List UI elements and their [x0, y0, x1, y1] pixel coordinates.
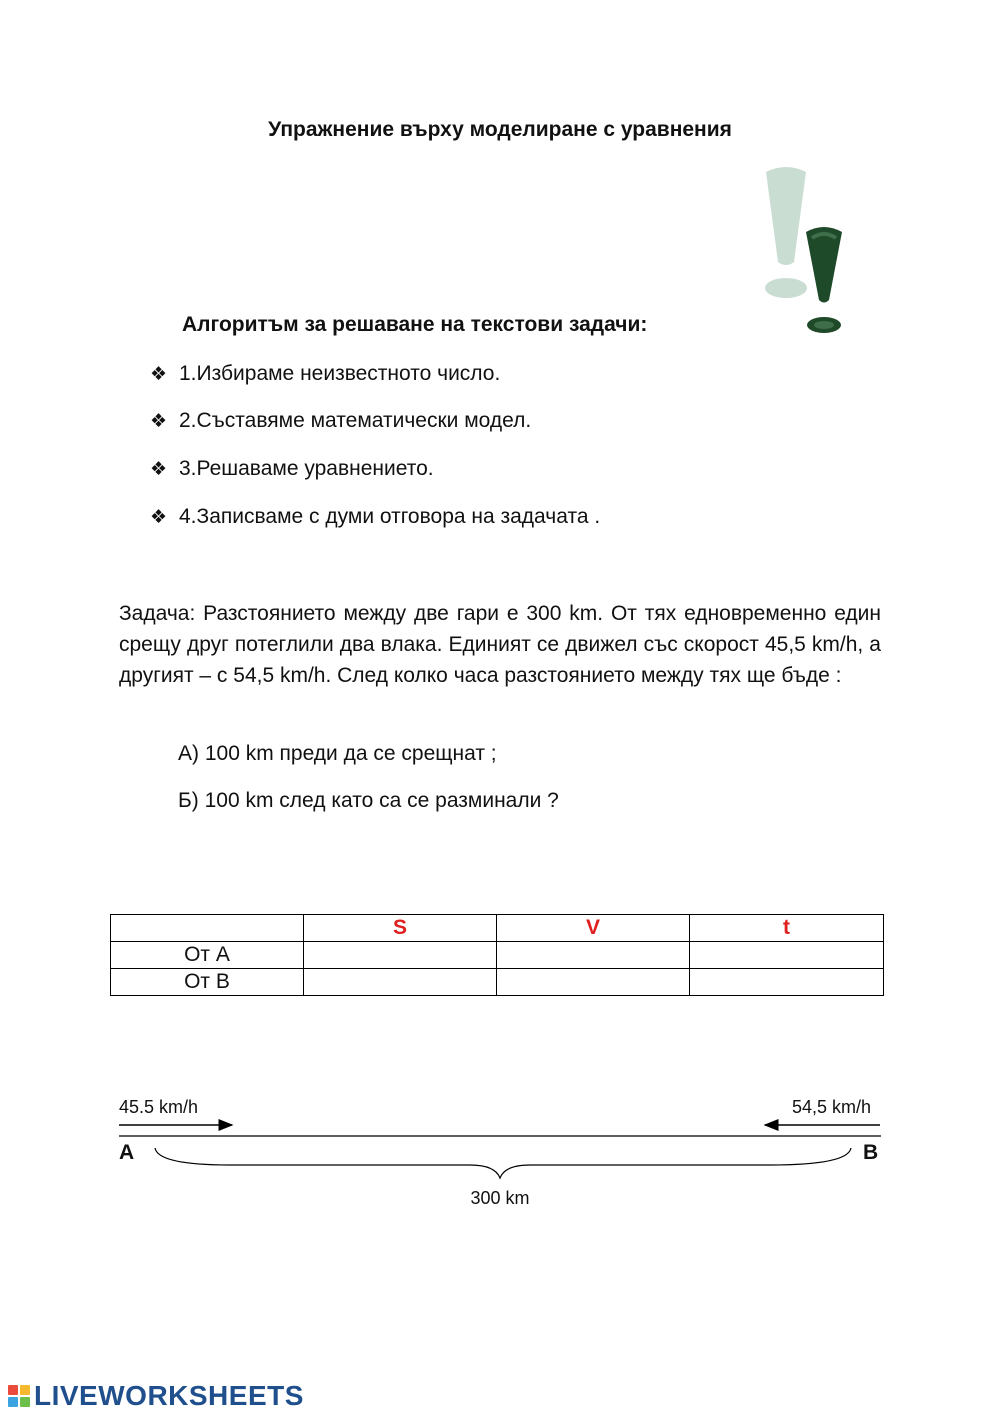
distance-label: 300 km: [470, 1188, 530, 1208]
page-title: Упражнение върху моделиране с уравнения: [268, 118, 732, 141]
task-text: Задача: Разстоянието между две гари е 300 km. От тях едновременно един срещу друг потеглили два влака. Единият се движел със скорост 45,5 km/h, а другият – с 54,5 km/h. След колко часа разстоянието между тях ще бъде :: [119, 602, 881, 687]
row-label-from-b: От В: [111, 969, 304, 996]
exclamation-dark-icon: [806, 227, 842, 333]
table-header-v: V: [497, 915, 690, 942]
answer-cell-s-b[interactable]: [304, 969, 497, 996]
exclamation-icon: [756, 160, 852, 340]
point-b-label: В: [863, 1141, 879, 1164]
algorithm-step-text: 3.Решаваме уравнението.: [179, 457, 434, 480]
brand-logo-icon: [8, 1385, 30, 1407]
algorithm-step: [150, 505, 600, 529]
distance-brace: [155, 1148, 851, 1178]
motion-diagram: [110, 1110, 890, 1190]
answer-cell-s-a[interactable]: [304, 942, 497, 969]
algorithm-step: [150, 409, 531, 433]
svt-table: [110, 914, 884, 996]
brand-footer: [8, 1380, 304, 1412]
diamond-bullet-icon: ❖: [150, 363, 168, 385]
exclamation-light-icon: [765, 167, 807, 298]
row-label-from-a: От А: [111, 942, 304, 969]
algorithm-step: [150, 457, 434, 481]
point-a-label: А: [119, 1141, 135, 1164]
algorithm-step: [150, 362, 500, 386]
brand-name: LIVEWORKSHEETS: [34, 1380, 304, 1411]
answer-cell-t-b[interactable]: [690, 969, 884, 996]
speed-left-label: 45.5 km/h: [119, 1097, 199, 1117]
algorithm-step-text: 1.Избираме неизвестното число.: [179, 362, 501, 385]
algorithm-step-text: 4.Записваме с думи отговора на задачата .: [179, 505, 601, 528]
answer-cell-v-b[interactable]: [497, 969, 690, 996]
table-header-s: S: [304, 915, 497, 942]
table-row: [111, 942, 884, 969]
task-option-b: Б) 100 km след като са се разминали ?: [178, 789, 559, 812]
table-header-cell-empty: [111, 915, 304, 942]
table-row: [111, 969, 884, 996]
task-option-a: А) 100 km преди да се срещнат ;: [178, 742, 497, 765]
diamond-bullet-icon: ❖: [150, 506, 168, 528]
answer-cell-v-a[interactable]: [497, 942, 690, 969]
speed-right-label: 54,5 km/h: [791, 1097, 871, 1117]
diamond-bullet-icon: ❖: [150, 458, 168, 480]
diamond-bullet-icon: ❖: [150, 410, 168, 432]
table-header-t: t: [690, 915, 884, 942]
algorithm-step-text: 2.Съставяме математически модел.: [179, 409, 532, 432]
answer-cell-t-a[interactable]: [690, 942, 884, 969]
algorithm-heading: Алгоритъм за решаване на текстови задачи:: [182, 313, 648, 336]
table-header-row: [111, 915, 884, 942]
